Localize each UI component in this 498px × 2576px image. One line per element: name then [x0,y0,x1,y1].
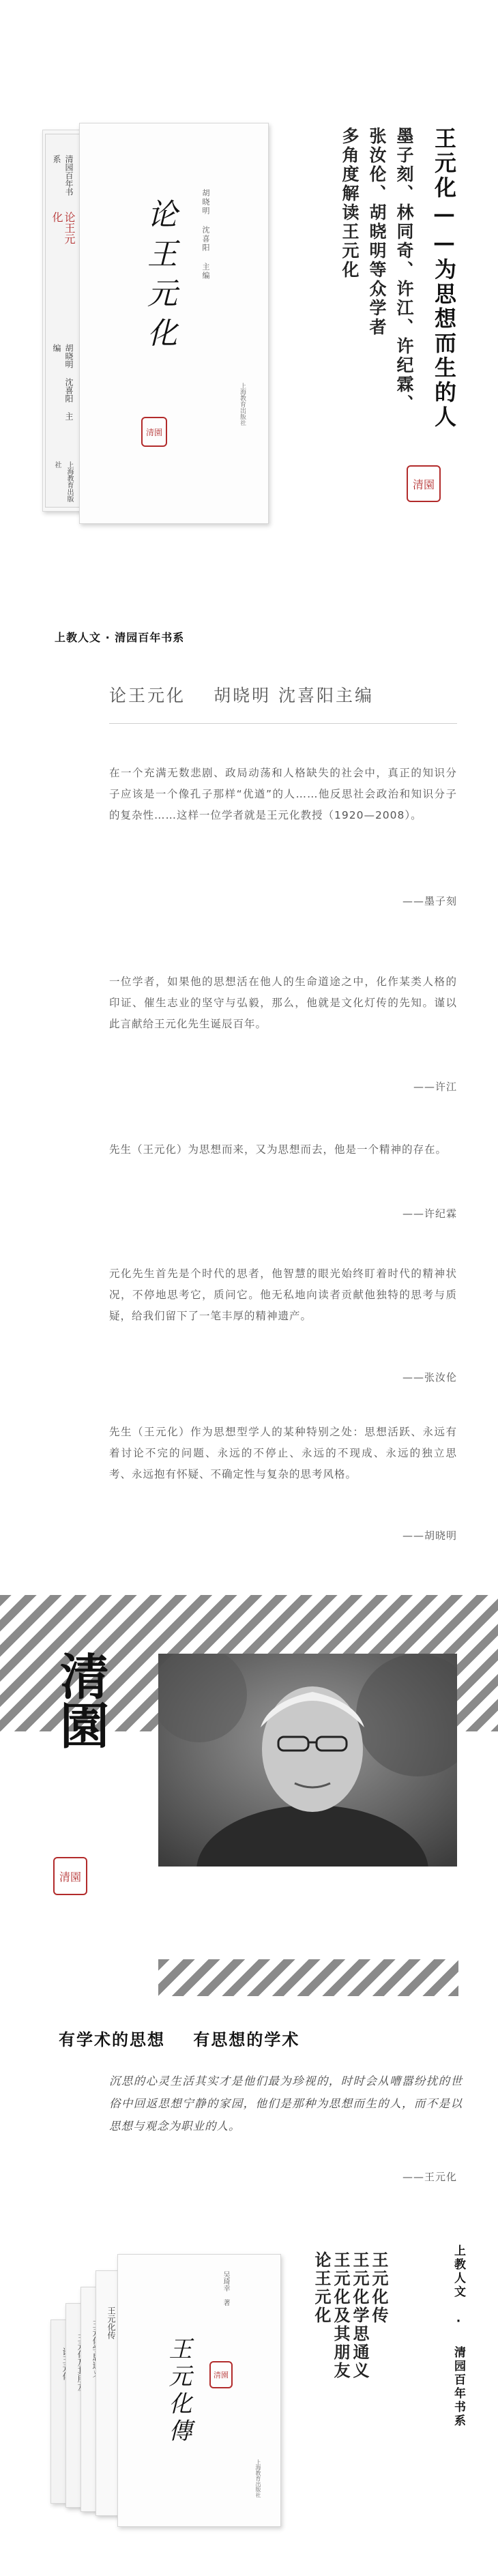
quote-1: 在一个充满无数悲剧、政局动荡和人格缺失的社会中，真正的知识分子应该是一个像孔子那样“优遒”的人……他反思社会政治和知识分子的复杂性……这样一位学者就是王元化教授（1920—2008）。 [109,767,457,821]
hero-seal: 清園 [407,465,441,502]
quote-4-author: ——张汝伦 [402,1371,457,1384]
portrait-photo-image [158,1654,457,1867]
spine-publisher: 上海教育出版社 [53,461,73,503]
series-label-vertical: 上教人文 · 清园百年书系 [452,2244,465,2428]
cover-title: 论王元化 [142,199,177,357]
spine-series: 清园百年书系 [52,155,74,196]
book-heading-title: 论王元化 [109,686,186,705]
motto-headline: 有学术的思想 有思想的学术 [59,2030,300,2049]
hero-contrib-3: 多角度解读王元化 [340,127,360,280]
series-front-publisher: 上海教育出版社 [255,2459,261,2498]
series-title-2: 王元化学思通义 [350,2251,370,2380]
quote-1-author: ——墨子刻 [402,895,457,907]
portrait-seal: 清園 [53,1857,87,1895]
series-front-calligraphy: 王元化傳 [164,2337,192,2446]
hero-section [0,0,498,573]
hero-title: 王元化——为思想而生的人 [431,127,457,430]
portrait-calligraphy: 清園 [52,1651,110,1749]
series-title-3: 王元化及其朋友 [331,2251,351,2380]
book-heading-editors: 胡晓明 沈喜阳主编 [214,686,375,705]
quote-5: 先生（王元化）作为思想型学人的某种特别之处：思想活跃、永远有着讨论不完的问题、永远的不停止、永远的不现成、永远的独立思考、永远抱有怀疑、不确定性与复杂的思考风格。 [109,1426,457,1480]
heading-divider [109,723,457,724]
hero-book-cover [79,123,269,524]
series-title-1: 王元化传 [369,2251,389,2325]
series-front-cover [117,2254,281,2527]
spine-title: 论王元化 [50,211,76,244]
spine-editors: 胡晓明 沈喜阳 主编 [52,344,74,421]
hero-contrib-1: 墨子刻、林同奇、许江、许纪霖、 [394,127,414,413]
quote-2: 一位学者，如果他的思想活在他人的生命道途之中，化作某类人格的印证、催生志业的坚守与弘毅，那么，他就是文化灯传的先知。谨以此言献给王元化先生诞辰百年。 [109,976,457,1030]
series-label: 上教人文 · 清园百年书系 [55,631,185,644]
cover-editors: 胡晓明 沈喜阳 主编 [201,189,210,280]
motto-hatch [158,1959,458,1996]
series-front-seal: 清園 [209,2361,233,2388]
quote-2-author: ——许江 [413,1081,457,1093]
quote-3-author: ——许纪霖 [402,1208,457,1220]
quote-4: 元化先生首先是个时代的思者，他智慧的眼光始终盯着时代的精神状况，不停地思考它，质问它。他无私地向读者贡献他独特的思考与质疑，给我们留下了一笔丰厚的精神遗产。 [109,1268,457,1322]
series-title-4: 论王元化 [312,2251,332,2325]
motto-text: 沉思的心灵生活其实才是他们最为珍视的，时时会从嘈嚣纷扰的世俗中回返思想宁静的家园，他们是那种为思想而生的人，而不是以思想与观念为职业的人。 [109,2075,463,2133]
quote-5-author: ——胡晓明 [402,1530,457,1542]
quote-3: 先生（王元化）为思想而来，又为思想而去，他是一个精神的存在。 [109,1143,448,1156]
cover-publisher: 上海教育出版社 [239,383,246,426]
series-front-author: 吴琦幸 著 [222,2271,229,2306]
motto-author: ——王元化 [402,2171,457,2183]
book-heading [109,682,374,707]
series-books-section [0,2217,498,2576]
series-spine-1: 王元化传 [106,2307,116,2339]
hero-contrib-2: 张汝伦、胡晓明等众学者 [367,127,387,337]
portrait-photo [158,1654,457,1867]
cover-seal: 清園 [141,417,167,447]
hero-book-spine [45,134,80,508]
